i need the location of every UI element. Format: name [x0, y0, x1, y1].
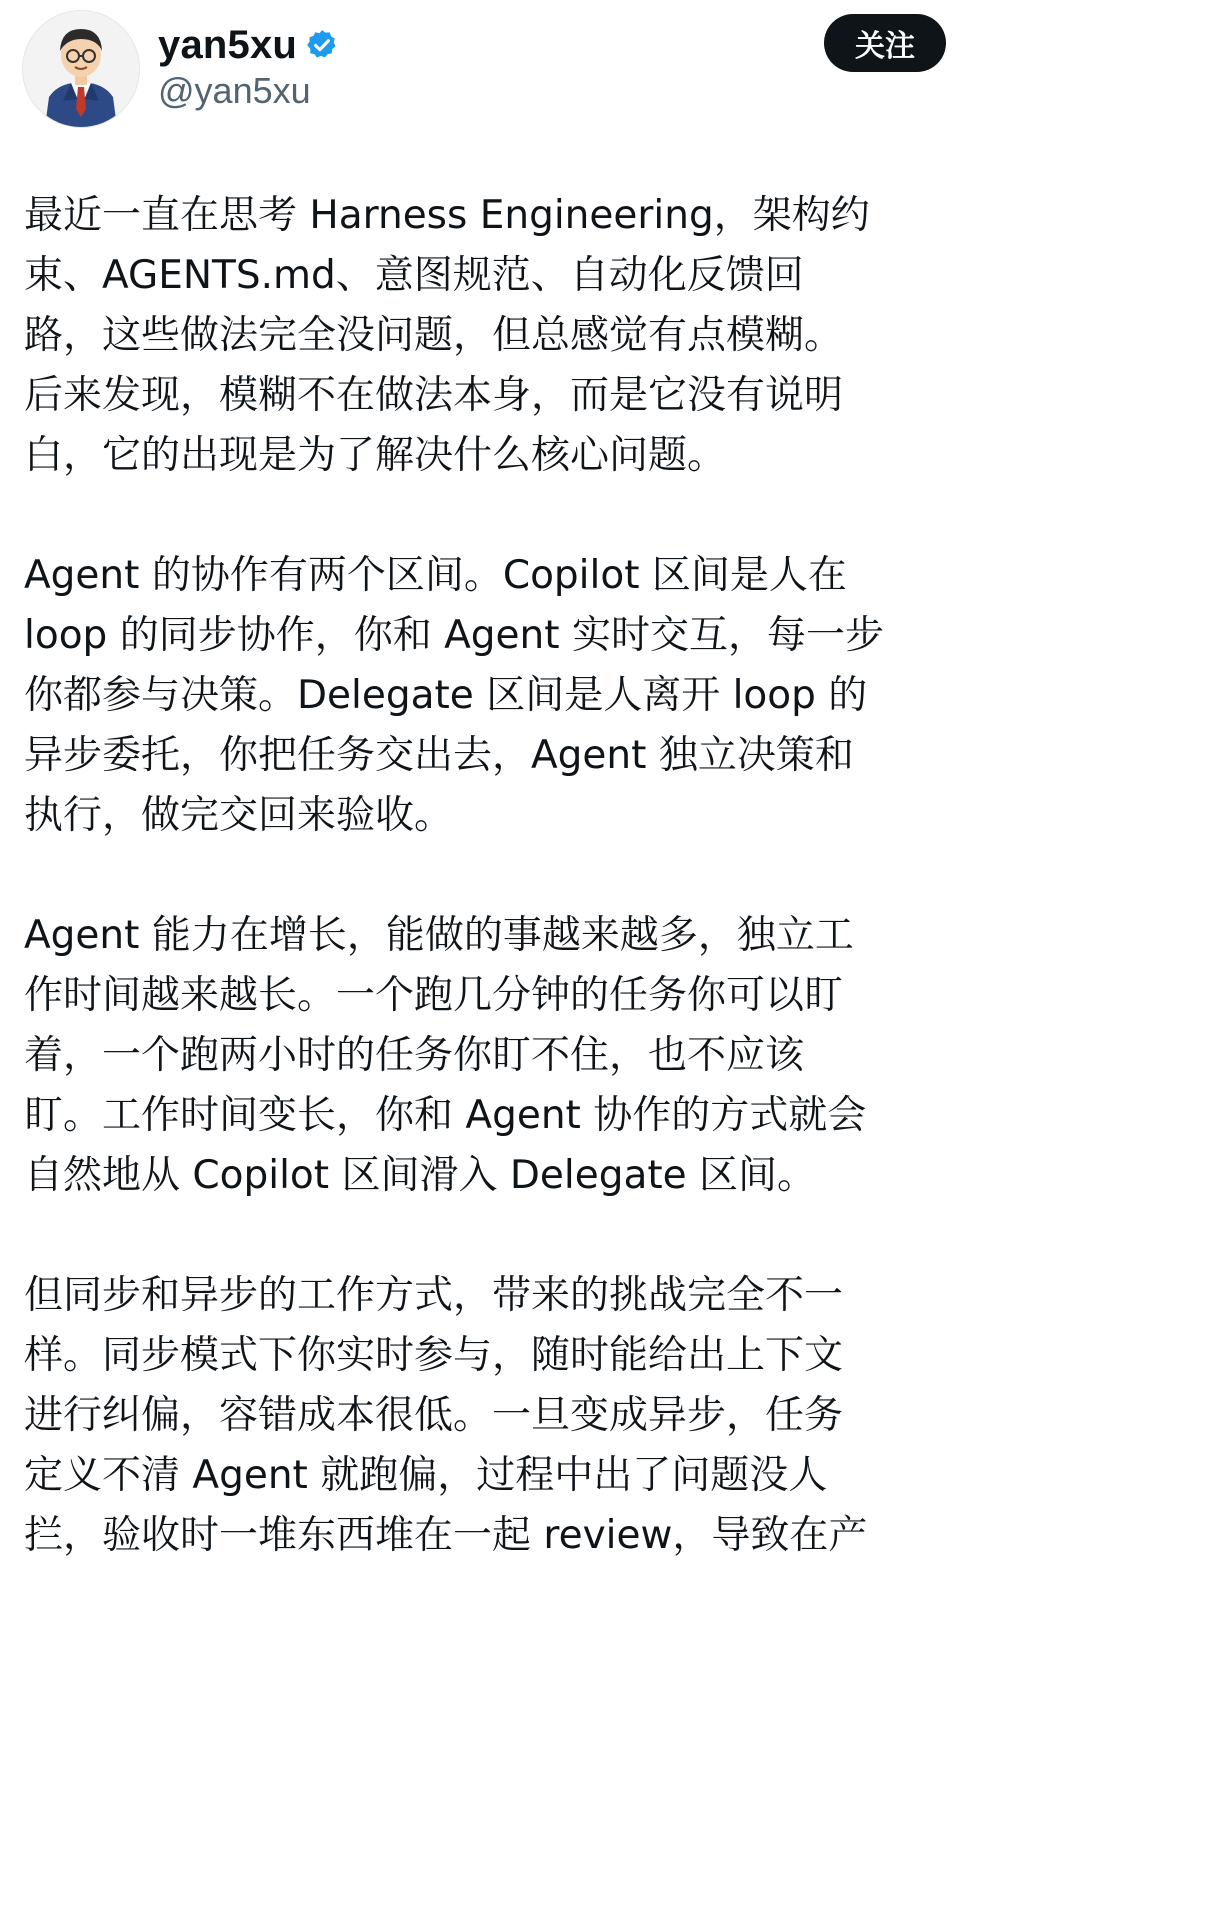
text-line: 你都参与决策。Delegate 区间是人离开 loop 的	[24, 673, 868, 718]
text-line: 异步委托，你把任务交出去，Agent 独立决策和	[24, 733, 854, 778]
text-line: loop 的同步协作，你和 Agent 实时交互，每一步	[24, 613, 884, 658]
text-line: Agent 的协作有两个区间。Copilot 区间是人在	[24, 553, 847, 598]
text-line: Agent 能力在增长，能做的事越来越多，独立工	[24, 913, 854, 958]
tweet-paragraph-1	[24, 186, 969, 486]
follow-button[interactable]: 关注	[824, 14, 946, 72]
text-line: 自然地从 Copilot 区间滑入 Delegate 区间。	[24, 1153, 817, 1198]
tweet-paragraph-2	[24, 546, 969, 846]
text-line: 样。同步模式下你实时参与，随时能给出上下文	[24, 1333, 844, 1378]
text-line: 后来发现，模糊不在做法本身，而是它没有说明	[24, 373, 844, 418]
tweet-text	[24, 186, 969, 1626]
text-line: 最近一直在思考 Harness Engineering，架构约	[24, 193, 870, 238]
text-line: 定义不清 Agent 就跑偏，过程中出了问题没人	[24, 1453, 828, 1498]
tweet-paragraph-4	[24, 1266, 969, 1566]
cartoon-man-avatar-icon[interactable]	[22, 10, 140, 128]
text-line: 路，这些做法完全没问题，但总感觉有点模糊。	[24, 313, 844, 358]
author-name-row	[158, 18, 339, 72]
author-display-name[interactable]: yan5xu	[158, 22, 298, 67]
text-line: 作时间越来越长。一个跑几分钟的任务你可以盯	[24, 973, 844, 1018]
verified-badge-icon	[305, 28, 339, 62]
text-line: 执行，做完交回来验收。	[24, 793, 454, 838]
author-handle[interactable]: @yan5xu	[158, 70, 311, 111]
text-line: 着，一个跑两小时的任务你盯不住，也不应该	[24, 1033, 805, 1078]
text-line: 盯。工作时间变长，你和 Agent 协作的方式就会	[24, 1093, 867, 1138]
tweet-header	[0, 0, 994, 140]
text-line: 进行纠偏，容错成本很低。一旦变成异步，任务	[24, 1393, 844, 1438]
tweet-paragraph-3	[24, 906, 969, 1206]
text-line: 但同步和异步的工作方式，带来的挑战完全不一	[24, 1273, 844, 1318]
text-line: 白，它的出现是为了解决什么核心问题。	[24, 433, 727, 478]
text-line: 束、AGENTS.md、意图规范、自动化反馈回	[24, 253, 804, 298]
text-line: 拦，验收时一堆东西堆在一起 review，导致在产	[24, 1513, 868, 1558]
